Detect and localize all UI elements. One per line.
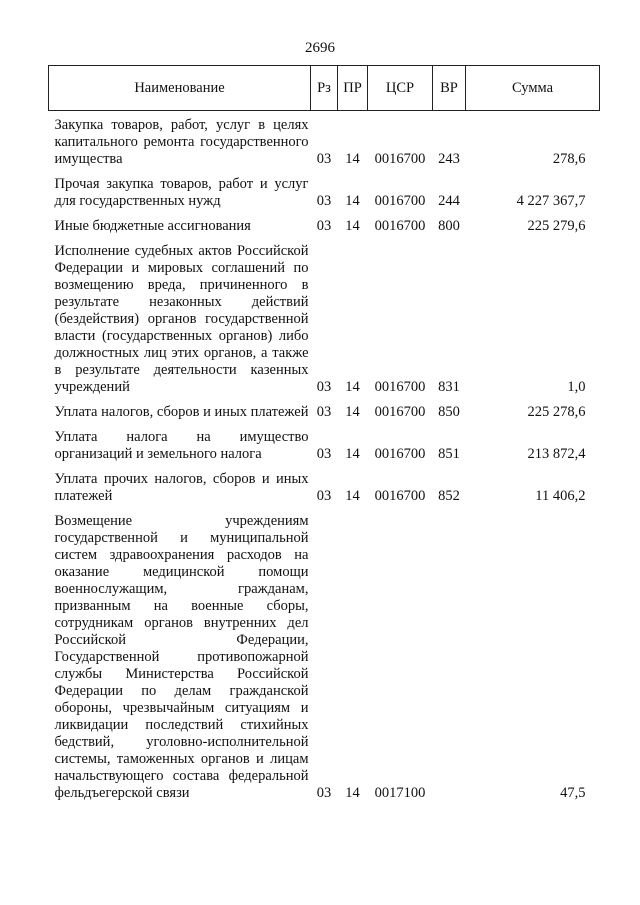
- header-vr: ВР: [433, 66, 466, 111]
- table-row: [49, 429, 600, 471]
- cell-rz: 03: [316, 379, 332, 395]
- budget-table: [48, 65, 600, 810]
- table-row: [49, 218, 600, 243]
- cell-vr: [433, 513, 466, 810]
- cell-name: Уплата налогов, сборов и иных платежей: [54, 404, 309, 420]
- header-pr: ПР: [338, 66, 368, 111]
- cell-csr: 0016700: [374, 446, 426, 462]
- cell-rz: 03: [316, 218, 332, 234]
- table-row: [49, 471, 600, 513]
- cell-csr: 0016700: [374, 488, 426, 504]
- cell-vr: 831: [438, 379, 460, 395]
- cell-pr: 14: [345, 379, 360, 395]
- header-csr: ЦСР: [368, 66, 433, 111]
- cell-name: Уплата прочих налогов, сборов и иных платежей: [54, 471, 309, 504]
- cell-pr: 14: [345, 218, 360, 234]
- cell-sum: 1,0: [567, 379, 586, 395]
- table-body: [49, 111, 600, 811]
- cell-sum: 278,6: [552, 151, 586, 167]
- cell-name: Возмещение учреждениям государственной и муниципальной систем здравоохранения расходов на оказание медицинской помощи военнослужащим, гражданам, призванным на военные сборы, сотрудникам органов внутренних дел Российской Федерации, Государственной противопожарной службы Министерства Российской Федерации по делам гражданской обороны, чрезвычайным ситуациям и ликвидации последствий стихийных бедствий, уголовно-исполнительной системы, таможенных органов и лицам начальствующего состава федеральной фельдъегерской связи: [54, 513, 309, 801]
- table-row: [49, 404, 600, 429]
- cell-pr: 14: [345, 404, 360, 420]
- cell-rz: 03: [316, 151, 332, 167]
- table-header-row: [49, 66, 600, 111]
- cell-name: Исполнение судебных актов Российской Федерации и мировых соглашений по возмещению вреда, причиненного в результате незаконных действий (бездействия) органов государственной власти (государственных органов) либо должностных лиц этих органов, а также в результате деятельности казенных учреждений: [54, 243, 309, 395]
- cell-csr: 0017100: [374, 785, 426, 801]
- cell-vr: 244: [438, 193, 460, 209]
- cell-pr: 14: [345, 488, 360, 504]
- cell-rz: 03: [316, 446, 332, 462]
- table-row: [49, 243, 600, 404]
- cell-name: Прочая закупка товаров, работ и услуг для государственных нужд: [54, 176, 309, 209]
- cell-pr: 14: [345, 446, 360, 462]
- cell-sum: 4 227 367,7: [516, 193, 586, 209]
- table-row: [49, 176, 600, 218]
- cell-sum: 225 278,6: [527, 404, 586, 420]
- cell-rz: 03: [316, 488, 332, 504]
- cell-vr: 850: [438, 404, 460, 420]
- cell-pr: 14: [345, 193, 360, 209]
- table-row: [49, 111, 600, 177]
- cell-vr: 243: [438, 151, 460, 167]
- header-sum: Сумма: [466, 66, 600, 111]
- cell-csr: 0016700: [374, 379, 426, 395]
- cell-name: Закупка товаров, работ, услуг в целях капитального ремонта государственного имущества: [54, 117, 309, 167]
- cell-csr: 0016700: [374, 218, 426, 234]
- cell-sum: 47,5: [560, 785, 586, 801]
- cell-rz: 03: [316, 193, 332, 209]
- header-name: Наименование: [49, 66, 311, 111]
- cell-csr: 0016700: [374, 193, 426, 209]
- cell-vr: 800: [438, 218, 460, 234]
- cell-name: Иные бюджетные ассигнования: [54, 218, 251, 234]
- page-number: 2696: [305, 40, 335, 56]
- cell-pr: 14: [345, 151, 360, 167]
- cell-csr: 0016700: [374, 404, 426, 420]
- cell-pr: 14: [345, 785, 360, 801]
- cell-rz: 03: [316, 404, 332, 420]
- cell-csr: 0016700: [374, 151, 426, 167]
- cell-name: Уплата налога на имущество организаций и земельного налога: [54, 429, 309, 462]
- cell-rz: 03: [316, 785, 332, 801]
- table-row: [49, 513, 600, 810]
- cell-sum: 11 406,2: [535, 488, 586, 504]
- header-rz: Рз: [311, 66, 338, 111]
- cell-vr: 852: [438, 488, 460, 504]
- cell-sum: 225 279,6: [527, 218, 586, 234]
- cell-vr: 851: [438, 446, 460, 462]
- cell-sum: 213 872,4: [527, 446, 586, 462]
